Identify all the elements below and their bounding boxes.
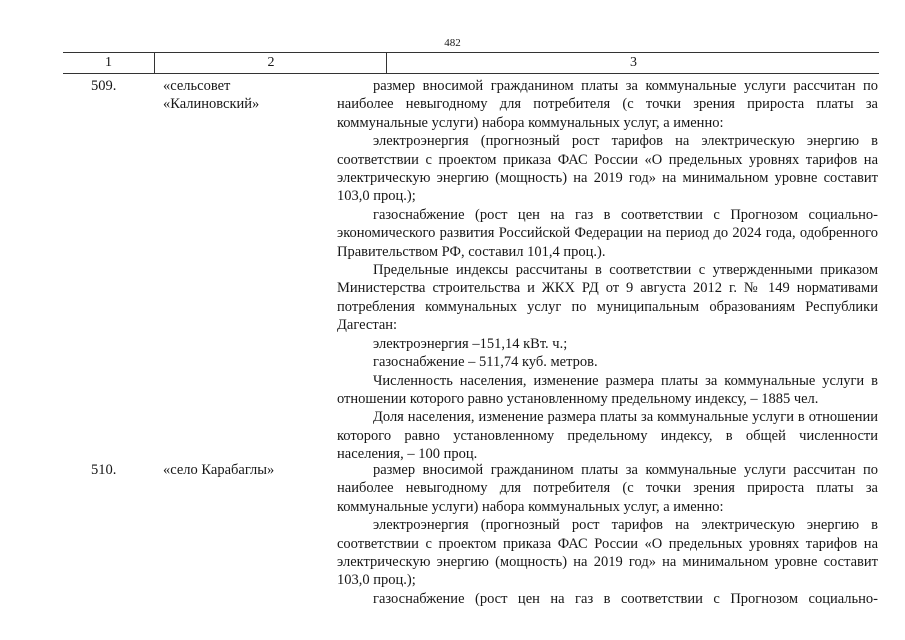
municipality-name: «сельсовет «Калиновский» <box>163 78 260 112</box>
paragraph: Численность населения, изменение размера платы за коммунальные услуги в отношении которого равно установленному предельному индексу, – 1885 чел. <box>337 372 878 407</box>
paragraph: Доля населения, изменение размера платы за коммунальные услуги в отношении которого равно установленному предельному индексу, в общей численности населения, – 100 проц. <box>337 409 878 463</box>
paragraph: электроэнергия (прогнозный рост тарифов на электрическую энергию в соответствии с проектом приказа ФАС России «О предельных уровнях тарифов на электрическую энергию (мощность) на 2019 год» на минимальном уровне составит 103,0 проц.); <box>337 517 878 589</box>
paragraph: газоснабжение (рост цен на газ в соответствии с Прогнозом социально-экономического развития Российской Федерации на период до 2024 года, одобренного Правительством РФ, составил 101,4 проц.). <box>337 206 878 260</box>
row-description <box>337 461 878 608</box>
table-header <box>63 52 879 74</box>
page-number: 482 <box>444 37 461 49</box>
paragraph: размер вносимой гражданином платы за коммунальные услуги рассчитан по наиболее невыгодному для потребителя (с точки зрения прироста платы за коммунальные услуги) набора коммунальных услуг, а именно: <box>337 462 878 515</box>
paragraph: размер вносимой гражданином платы за коммунальные услуги рассчитан по наиболее невыгодному для потребителя (с точки зрения прироста платы за коммунальные услуги) набора коммунальных услуг, а именно: <box>337 78 878 131</box>
column-header-2: 2 <box>154 53 387 73</box>
column-header-1: 1 <box>105 55 112 70</box>
row-number: 509. <box>91 78 117 94</box>
paragraph: газоснабжение – 511,74 куб. метров. <box>373 354 598 371</box>
row-number: 510. <box>91 462 117 478</box>
paragraph: электроэнергия (прогнозный рост тарифов на электрическую энергию в соответствии с проектом приказа ФАС России «О предельных уровнях тарифов на электрическую энергию (мощность) на 2019 год» на минимальном уровне составит 103,0 проц.); <box>337 133 878 205</box>
municipality-name: «село Карабаглы» <box>163 462 275 478</box>
paragraph: электроэнергия –151,14 кВт. ч.; <box>373 335 568 352</box>
paragraph: Предельные индексы рассчитаны в соответствии с утвержденными приказом Министерства строительства и ЖКХ РД от 9 августа 2012 г. № 149 нормативами потребления коммунальных услуг по муниципальным образованиям Республики Дагестан: <box>337 262 878 334</box>
paragraph: газоснабжение (рост цен на газ в соответствии с Прогнозом социально- <box>373 590 878 607</box>
row-description <box>337 77 878 464</box>
column-header-3: 3 <box>386 53 880 73</box>
